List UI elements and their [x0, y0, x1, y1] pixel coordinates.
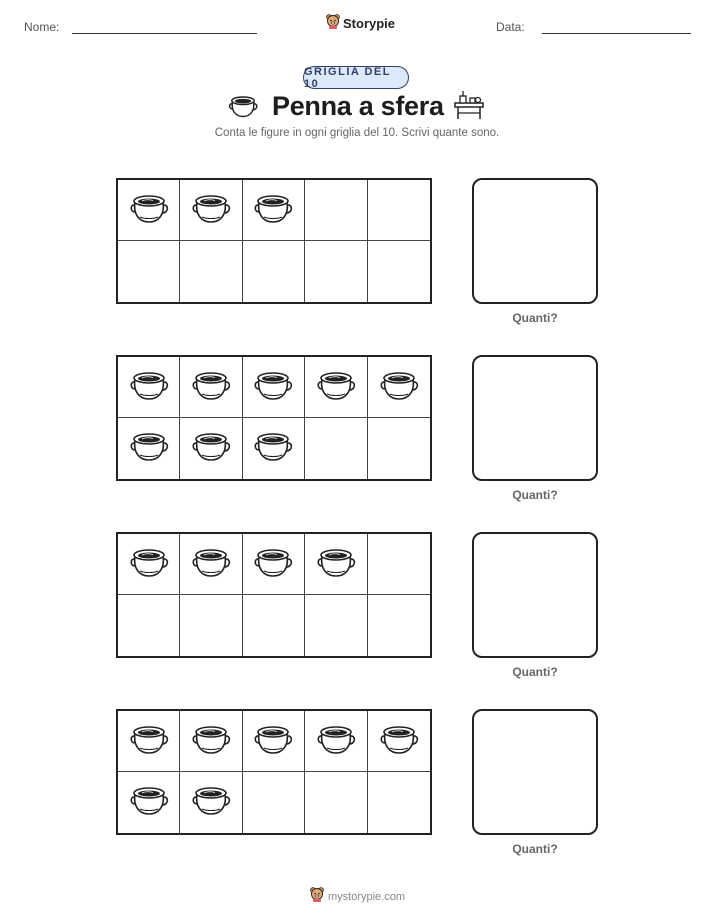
- frame-cell: [118, 534, 180, 595]
- pot-icon: [228, 92, 258, 125]
- answer-label: Quanti?: [512, 842, 558, 856]
- frame-cell: [118, 711, 180, 772]
- frame-cell: [305, 534, 367, 595]
- pot-icon: [129, 782, 169, 823]
- pot-icon: [191, 721, 231, 762]
- frame-cell: [180, 595, 242, 656]
- pot-icon: [253, 428, 293, 469]
- frame-cell: [118, 772, 180, 833]
- frame-cell: [118, 595, 180, 656]
- frame-cell: [243, 595, 305, 656]
- pot-icon: [316, 367, 356, 408]
- date-label: Data:: [496, 20, 525, 34]
- pot-icon: [191, 544, 231, 585]
- frame-cell: [180, 418, 242, 479]
- frame-cell: [118, 418, 180, 479]
- pot-icon: [129, 190, 169, 231]
- frame-cell: [180, 711, 242, 772]
- pot-icon: [316, 721, 356, 762]
- footer: [310, 886, 405, 907]
- instructions: Conta le figure in ogni griglia del 10. Scrivi quante sono.: [214, 127, 500, 139]
- bear-logo-icon: [326, 13, 340, 34]
- frame-cell: [180, 772, 242, 833]
- frame-cell: [368, 241, 430, 302]
- frame-cell: [305, 772, 367, 833]
- frame-cell: [368, 711, 430, 772]
- ten-frame-1: [116, 178, 432, 304]
- name-line[interactable]: [72, 33, 257, 34]
- answer-box-3[interactable]: [472, 532, 598, 658]
- frame-cell: [305, 180, 367, 241]
- brand: [326, 13, 395, 34]
- frame-cell: [305, 418, 367, 479]
- desk-icon: [453, 90, 485, 125]
- pot-icon: [379, 367, 419, 408]
- frame-cell: [368, 534, 430, 595]
- answer-box-1[interactable]: [472, 178, 598, 304]
- frame-cell: [180, 241, 242, 302]
- worksheet-badge: GRIGLIA DEL 10: [303, 66, 409, 89]
- frame-cell: [368, 772, 430, 833]
- ten-frame-4: [116, 709, 432, 835]
- answer-box-4[interactable]: [472, 709, 598, 835]
- ten-frame-2: [116, 355, 432, 481]
- frame-cell: [243, 711, 305, 772]
- frame-cell: [368, 357, 430, 418]
- frame-cell: [180, 180, 242, 241]
- frame-cell: [305, 711, 367, 772]
- pot-icon: [253, 544, 293, 585]
- frame-cell: [118, 180, 180, 241]
- bear-logo-icon: [310, 886, 324, 907]
- frame-cell: [243, 241, 305, 302]
- date-line[interactable]: [542, 33, 691, 34]
- frame-cell: [305, 241, 367, 302]
- pot-icon: [129, 428, 169, 469]
- pot-icon: [191, 428, 231, 469]
- frame-cell: [305, 595, 367, 656]
- answer-box-2[interactable]: [472, 355, 598, 481]
- frame-cell: [368, 595, 430, 656]
- pot-icon: [129, 721, 169, 762]
- pot-icon: [253, 190, 293, 231]
- brand-name: Storypie: [343, 16, 396, 31]
- pot-icon: [316, 544, 356, 585]
- frame-cell: [243, 534, 305, 595]
- frame-cell: [368, 180, 430, 241]
- answer-label: Quanti?: [512, 665, 558, 679]
- pot-icon: [191, 190, 231, 231]
- pot-icon: [191, 367, 231, 408]
- frame-cell: [180, 357, 242, 418]
- frame-cell: [243, 772, 305, 833]
- ten-frame-3: [116, 532, 432, 658]
- page-title: Penna a sfera: [272, 91, 444, 121]
- footer-url[interactable]: mystorypie.com: [328, 890, 406, 903]
- frame-cell: [243, 180, 305, 241]
- pot-icon: [253, 367, 293, 408]
- frame-cell: [305, 357, 367, 418]
- frame-cell: [118, 357, 180, 418]
- frame-cell: [243, 357, 305, 418]
- frame-cell: [180, 534, 242, 595]
- pot-icon: [379, 721, 419, 762]
- answer-label: Quanti?: [512, 311, 558, 325]
- name-label: Nome:: [24, 20, 60, 34]
- pot-icon: [253, 721, 293, 762]
- frame-cell: [243, 418, 305, 479]
- frame-cell: [118, 241, 180, 302]
- pot-icon: [191, 782, 231, 823]
- pot-icon: [129, 544, 169, 585]
- frame-cell: [368, 418, 430, 479]
- pot-icon: [129, 367, 169, 408]
- answer-label: Quanti?: [512, 488, 558, 502]
